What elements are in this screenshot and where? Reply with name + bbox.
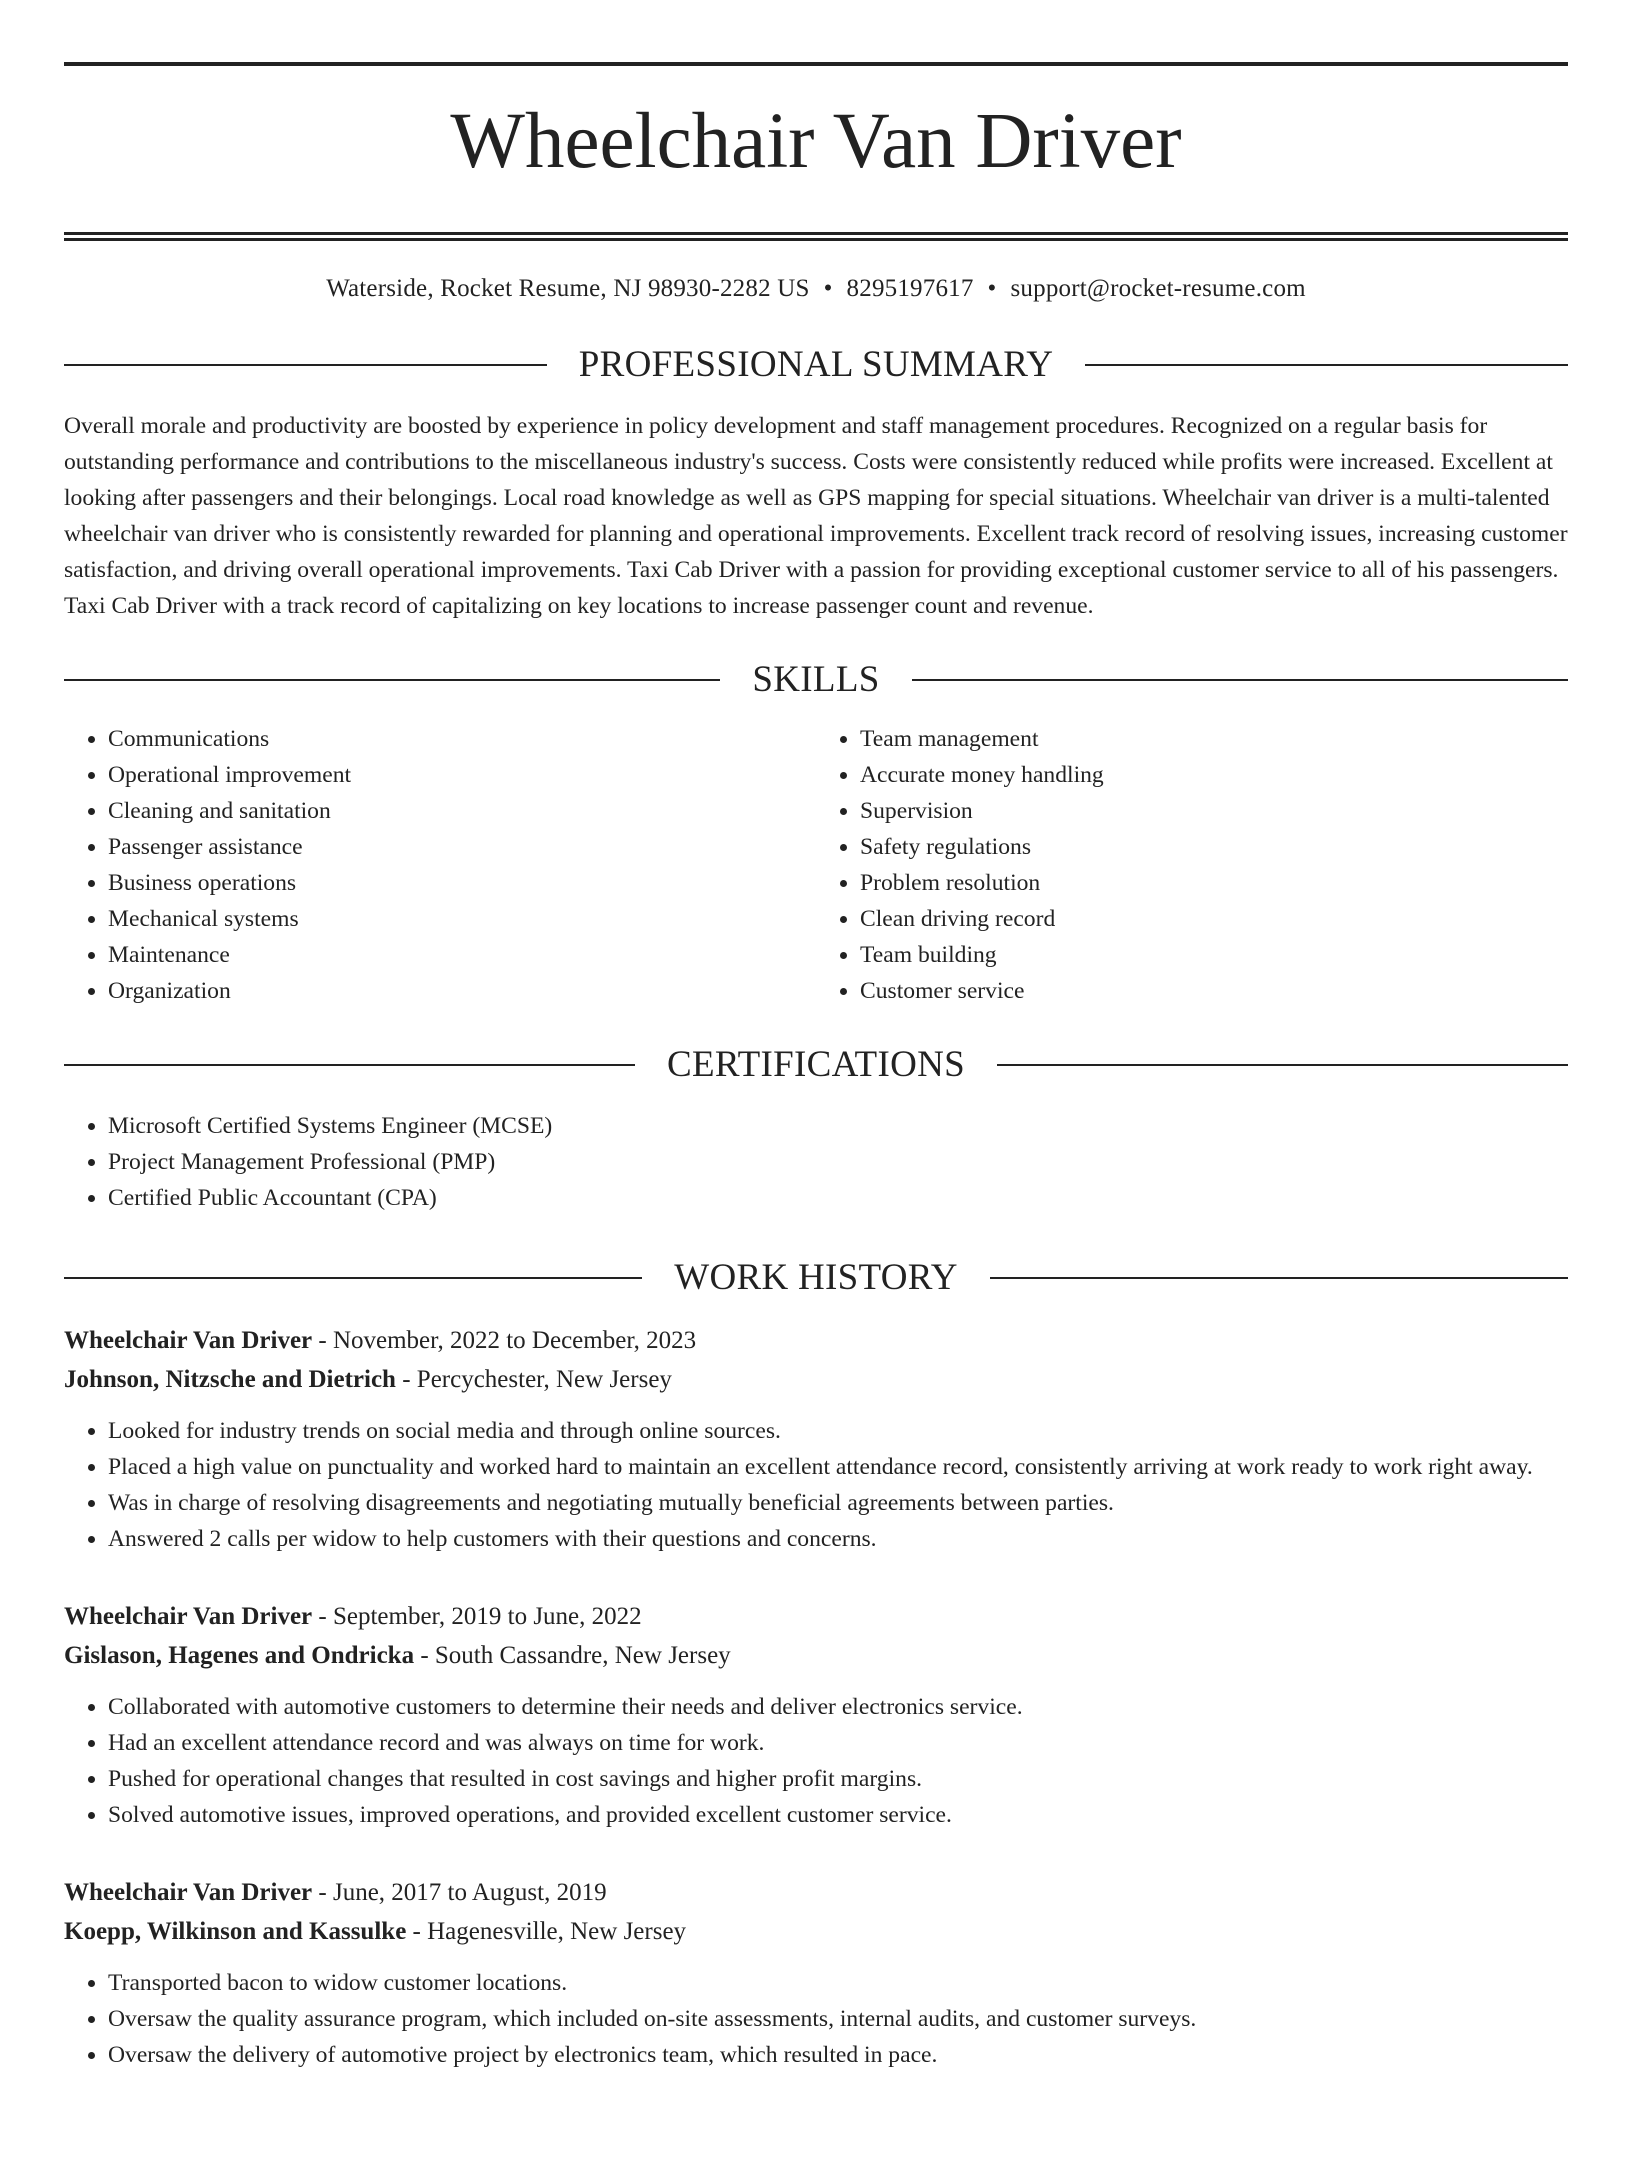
- job-bullet: • Oversaw the delivery of automotive project by electronics team, which resulted in pace.: [108, 2037, 1568, 2073]
- job-title: Wheelchair Van Driver: [64, 1327, 313, 1354]
- skill-item: • Communications: [108, 721, 816, 757]
- job-location: - Hagenesville, New Jersey: [406, 1918, 687, 1945]
- skill-item: • Team management: [860, 721, 1568, 757]
- job-location: - Percychester, New Jersey: [395, 1366, 672, 1393]
- job-location: - South Cassandre, New Jersey: [414, 1642, 731, 1669]
- job-company: Gislason, Hagenes and Ondricka: [64, 1642, 415, 1669]
- skill-item: • Clean driving record: [860, 901, 1568, 937]
- top-rule: [64, 62, 1568, 66]
- contact-separator: •: [987, 275, 997, 302]
- skill-item: • Team building: [860, 937, 1568, 973]
- double-rule: [64, 232, 1568, 241]
- skill-item: • Maintenance: [108, 937, 816, 973]
- job-bullet: • Solved automotive issues, improved operations, and provided excellent customer service.: [108, 1797, 1568, 1833]
- resume-page: [0, 62, 1632, 2174]
- job-title: Wheelchair Van Driver: [64, 1603, 313, 1630]
- job-company-line: [64, 1912, 1568, 1951]
- contact-separator: •: [823, 275, 833, 302]
- skill-item: • Supervision: [860, 793, 1568, 829]
- skill-item: • Mechanical systems: [108, 901, 816, 937]
- section-title: CERTIFICATIONS: [667, 1044, 965, 1085]
- contact-phone: 8295197617: [846, 275, 974, 302]
- job-dates: - September, 2019 to June, 2022: [312, 1603, 642, 1630]
- job-bullet: • Had an excellent attendance record and was always on time for work.: [108, 1725, 1568, 1761]
- section-header-summary: [64, 343, 1568, 386]
- job-title-line: [64, 1321, 1568, 1360]
- job-title: Wheelchair Van Driver: [64, 1879, 313, 1906]
- skill-item: • Passenger assistance: [108, 829, 816, 865]
- job-company-line: [64, 1360, 1568, 1399]
- skills-column-right: [816, 721, 1568, 1009]
- job-title-line: [64, 1873, 1568, 1912]
- section-title: PROFESSIONAL SUMMARY: [578, 344, 1054, 385]
- contact-address: Waterside, Rocket Resume, NJ 98930-2282 US: [326, 275, 810, 302]
- skill-item: • Organization: [108, 973, 816, 1009]
- job-bullet: • Placed a high value on punctuality and worked hard to maintain an excellent attendance record, consistently arriving at work ready to work right away.: [108, 1449, 1568, 1485]
- section-rule: [64, 364, 547, 366]
- job-entry: [64, 1873, 1568, 2073]
- section-header-certifications: [64, 1043, 1568, 1086]
- skill-item: • Cleaning and sanitation: [108, 793, 816, 829]
- certification-item: • Certified Public Accountant (CPA): [108, 1180, 1568, 1216]
- section-header-work-history: [64, 1256, 1568, 1299]
- section-rule: [912, 679, 1568, 681]
- skills-column-left: [64, 721, 816, 1009]
- job-bullet: • Looked for industry trends on social media and through online sources.: [108, 1413, 1568, 1449]
- skill-item: • Customer service: [860, 973, 1568, 1009]
- section-rule: [990, 1277, 1568, 1279]
- job-company: Johnson, Nitzsche and Dietrich: [64, 1366, 396, 1393]
- section-header-skills: [64, 658, 1568, 701]
- skill-item: • Operational improvement: [108, 757, 816, 793]
- certification-item: • Microsoft Certified Systems Engineer (MCSE): [108, 1108, 1568, 1144]
- job-bullet: • Was in charge of resolving disagreements and negotiating mutually beneficial agreements between parties.: [108, 1485, 1568, 1521]
- job-bullets: [64, 1689, 1568, 1833]
- summary-paragraph: Overall morale and productivity are boosted by experience in policy development and staff management procedures. Recognized on a regular basis for outstanding performance and contributions to the miscellaneous industry's success. Costs were consistently reduced while profits were increased. Excellent at looking after passengers and their belongings. Local road knowledge as well as GPS mapping for special situations. Wheelchair van driver is a multi-talented wheelchair van driver who is consistently rewarded for planning and operational improvements. Excellent track record of resolving issues, increasing customer satisfaction, and driving overall operational improvements. Taxi Cab Driver with a passion for providing exceptional customer service to all of his passengers. Taxi Cab Driver with a track record of capitalizing on key locations to increase passenger count and revenue.: [64, 413, 1568, 619]
- section-rule: [64, 679, 720, 681]
- job-bullet: • Oversaw the quality assurance program, which included on-site assessments, internal audits, and customer surveys.: [108, 2001, 1568, 2037]
- job-dates: - November, 2022 to December, 2023: [312, 1327, 697, 1354]
- job-dates: - June, 2017 to August, 2019: [312, 1879, 607, 1906]
- skill-item: • Safety regulations: [860, 829, 1568, 865]
- job-company-line: [64, 1636, 1568, 1675]
- section-rule: [64, 1277, 642, 1279]
- job-bullet: • Transported bacon to widow customer locations.: [108, 1965, 1568, 2001]
- skills-list: [64, 721, 1568, 1009]
- job-bullet: • Answered 2 calls per widow to help customers with their questions and concerns.: [108, 1521, 1568, 1557]
- section-rule: [997, 1064, 1568, 1066]
- contact-line: [64, 275, 1568, 303]
- job-bullet: • Pushed for operational changes that resulted in cost savings and higher profit margins.: [108, 1761, 1568, 1797]
- job-bullets: [64, 1965, 1568, 2073]
- skill-item: • Problem resolution: [860, 865, 1568, 901]
- job-title-line: [64, 1597, 1568, 1636]
- skill-item: • Business operations: [108, 865, 816, 901]
- work-history-list: [64, 1321, 1568, 2073]
- job-company: Koepp, Wilkinson and Kassulke: [64, 1918, 407, 1945]
- section-title: SKILLS: [752, 659, 880, 700]
- section-title: WORK HISTORY: [674, 1257, 958, 1298]
- job-bullet: • Collaborated with automotive customers to determine their needs and deliver electronics service.: [108, 1689, 1568, 1725]
- section-rule: [64, 1064, 635, 1066]
- job-bullets: [64, 1413, 1568, 1557]
- certification-item: • Project Management Professional (PMP): [108, 1144, 1568, 1180]
- job-entry: [64, 1597, 1568, 1833]
- candidate-name: Wheelchair Van Driver: [450, 98, 1182, 185]
- job-entry: [64, 1321, 1568, 1557]
- section-rule: [1085, 364, 1568, 366]
- certifications-list: [64, 1108, 1568, 1216]
- skill-item: • Accurate money handling: [860, 757, 1568, 793]
- contact-email: support@rocket-resume.com: [1010, 275, 1306, 302]
